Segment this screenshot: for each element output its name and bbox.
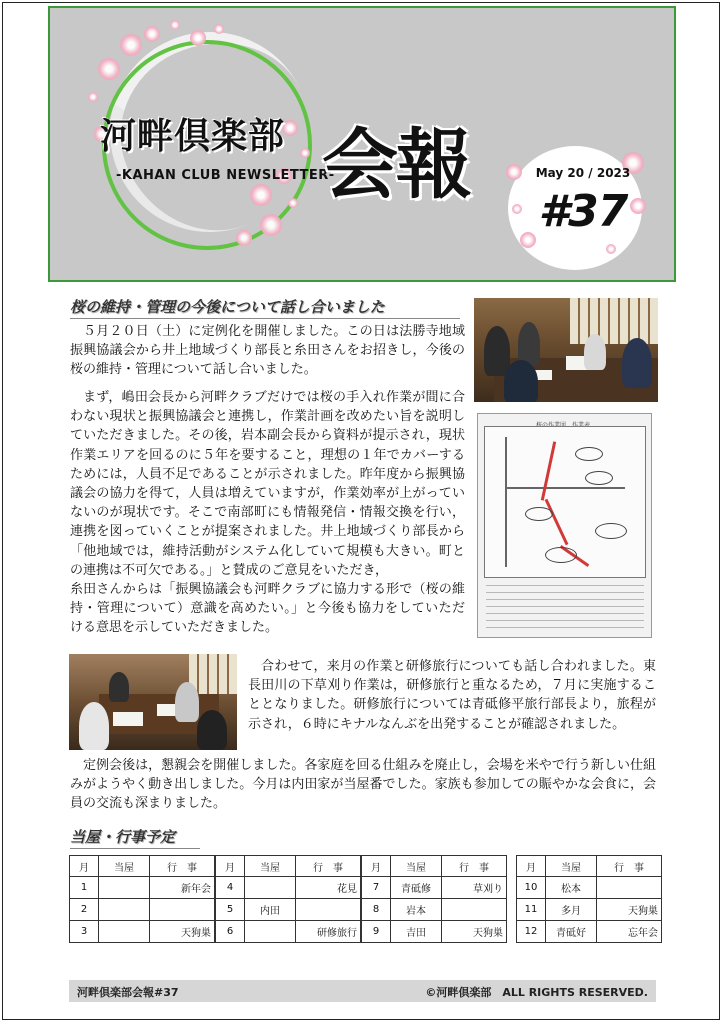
table-row: 5 内田: [216, 899, 361, 921]
newsletter-subtitle: -KAHAN CLUB NEWSLETTER-: [116, 168, 335, 183]
table-row: 10 松本: [517, 877, 662, 899]
article-paragraph: 定例会後は，懇親会を開催しました。各家庭を回る仕組みを廃止し，会場を米やで行う新しい仕組みがようやく動き出しました。今月は内田家が当屋番でした。家族も参加しての賑やかな会食に，会員の交流も深まりました。: [70, 758, 656, 812]
article-paragraph: まず，嶋田会長から河畔クラブだけでは桜の手入れ作業が間に合わない現状と振興協議会と連携し，作業計画を改めたい旨を説明していただきました。その後，岩本副会長から資料が提示され，現状作業エリアを回るのに５年を要すること，理想の１年でカバーするためには，人員不足であることが示されました。昨年度から振興協議会の協力を得て，人員は増えていますが，作業効率が上がっていないのが現状です。そこで南部町にも情報発信・情報交換を行い，連携を図っていくことが提案されました。井上地域づくり部長から「他地域では，維持活動がシステム化していて規模も大きい。町との連携は不可欠である。」と賛成のご意見をいただき，: [70, 390, 465, 578]
table-row: 1 新年会: [70, 877, 215, 899]
blossom-icon: [98, 58, 120, 80]
schedule-table: [215, 855, 361, 943]
col-event: 行 事: [296, 856, 361, 877]
article-paragraph: 合わせて，来月の作業と研修旅行についても話し合われました。東長田川の下草刈り作業は，研修旅行と重なるため，７月に実施することとなりました。研修旅行については青砥修平旅行部長より，旅程が示され，６時にキナルなんぶを出発することが確認されました。: [248, 659, 656, 732]
article-heading: 桜の維持・管理の今後について話し合いました: [70, 296, 460, 319]
article-paragraph: ５月２０日（土）に定例化を開催しました。この日は法勝寺地域振興協議会から井上地域づくり部長と糸田さんをお招きし，今後の桜の維持・管理について話し合いました。: [70, 324, 465, 378]
table-row: 12 青砥好 忘年会: [517, 921, 662, 943]
footer-issue: 河畔倶楽部会報#37: [77, 986, 179, 999]
schedule-table: [69, 855, 215, 943]
blossom-icon: [170, 20, 180, 30]
issue-number: #37: [538, 186, 628, 237]
meeting-photo: [474, 298, 658, 402]
col-month: 月: [362, 856, 391, 877]
blossom-icon: [512, 204, 522, 214]
table-row: 6 研修旅行: [216, 921, 361, 943]
newsletter-title: 会報: [322, 120, 470, 209]
blossom-icon: [214, 24, 224, 34]
masthead: [48, 6, 676, 282]
blossom-icon: [190, 30, 206, 46]
schedule-table: [516, 855, 662, 943]
blossom-icon: [120, 34, 142, 56]
col-month: 月: [517, 856, 546, 877]
blossom-icon: [606, 244, 616, 254]
col-host: 当屋: [546, 856, 597, 877]
blossom-icon: [88, 92, 98, 102]
gathering-photo: [69, 654, 237, 750]
article-paragraph: 糸田さんからは「振興協議会も河畔クラブに協力する形で（桜の維持・管理について）意識を高めたい。」と今後も協力をしていただける意思を示していただきました。: [70, 582, 465, 636]
table-row: 4 花見: [216, 877, 361, 899]
blossom-icon: [288, 198, 298, 208]
footer-copyright: ©河畔倶楽部 ALL RIGHTS RESERVED.: [425, 986, 648, 999]
col-event: 行 事: [597, 856, 662, 877]
blossom-icon: [250, 184, 272, 206]
blossom-icon: [236, 230, 252, 246]
col-month: 月: [70, 856, 99, 877]
table-row: 3 天狗巣: [70, 921, 215, 943]
col-host: 当屋: [99, 856, 150, 877]
blossom-icon: [260, 214, 282, 236]
footer: [69, 980, 656, 1002]
schedule-heading: 当屋・行事予定: [70, 826, 200, 849]
table-row: 11 多月 天狗巣: [517, 899, 662, 921]
schedule-table: [361, 855, 507, 943]
blossom-icon: [144, 26, 160, 42]
col-host: 当屋: [391, 856, 442, 877]
table-row: 2: [70, 899, 215, 921]
table-row: 8 岩本: [362, 899, 507, 921]
issue-date: May 20 / 2023: [535, 166, 631, 180]
map-diagram: [477, 413, 652, 638]
table-row: 7 青砥修 草刈り: [362, 877, 507, 899]
table-row: 9 吉田 天狗巣: [362, 921, 507, 943]
col-event: 行 事: [150, 856, 215, 877]
col-event: 行 事: [442, 856, 507, 877]
col-month: 月: [216, 856, 245, 877]
col-host: 当屋: [245, 856, 296, 877]
club-name: 河畔倶楽部: [100, 116, 286, 157]
blossom-icon: [506, 164, 522, 180]
